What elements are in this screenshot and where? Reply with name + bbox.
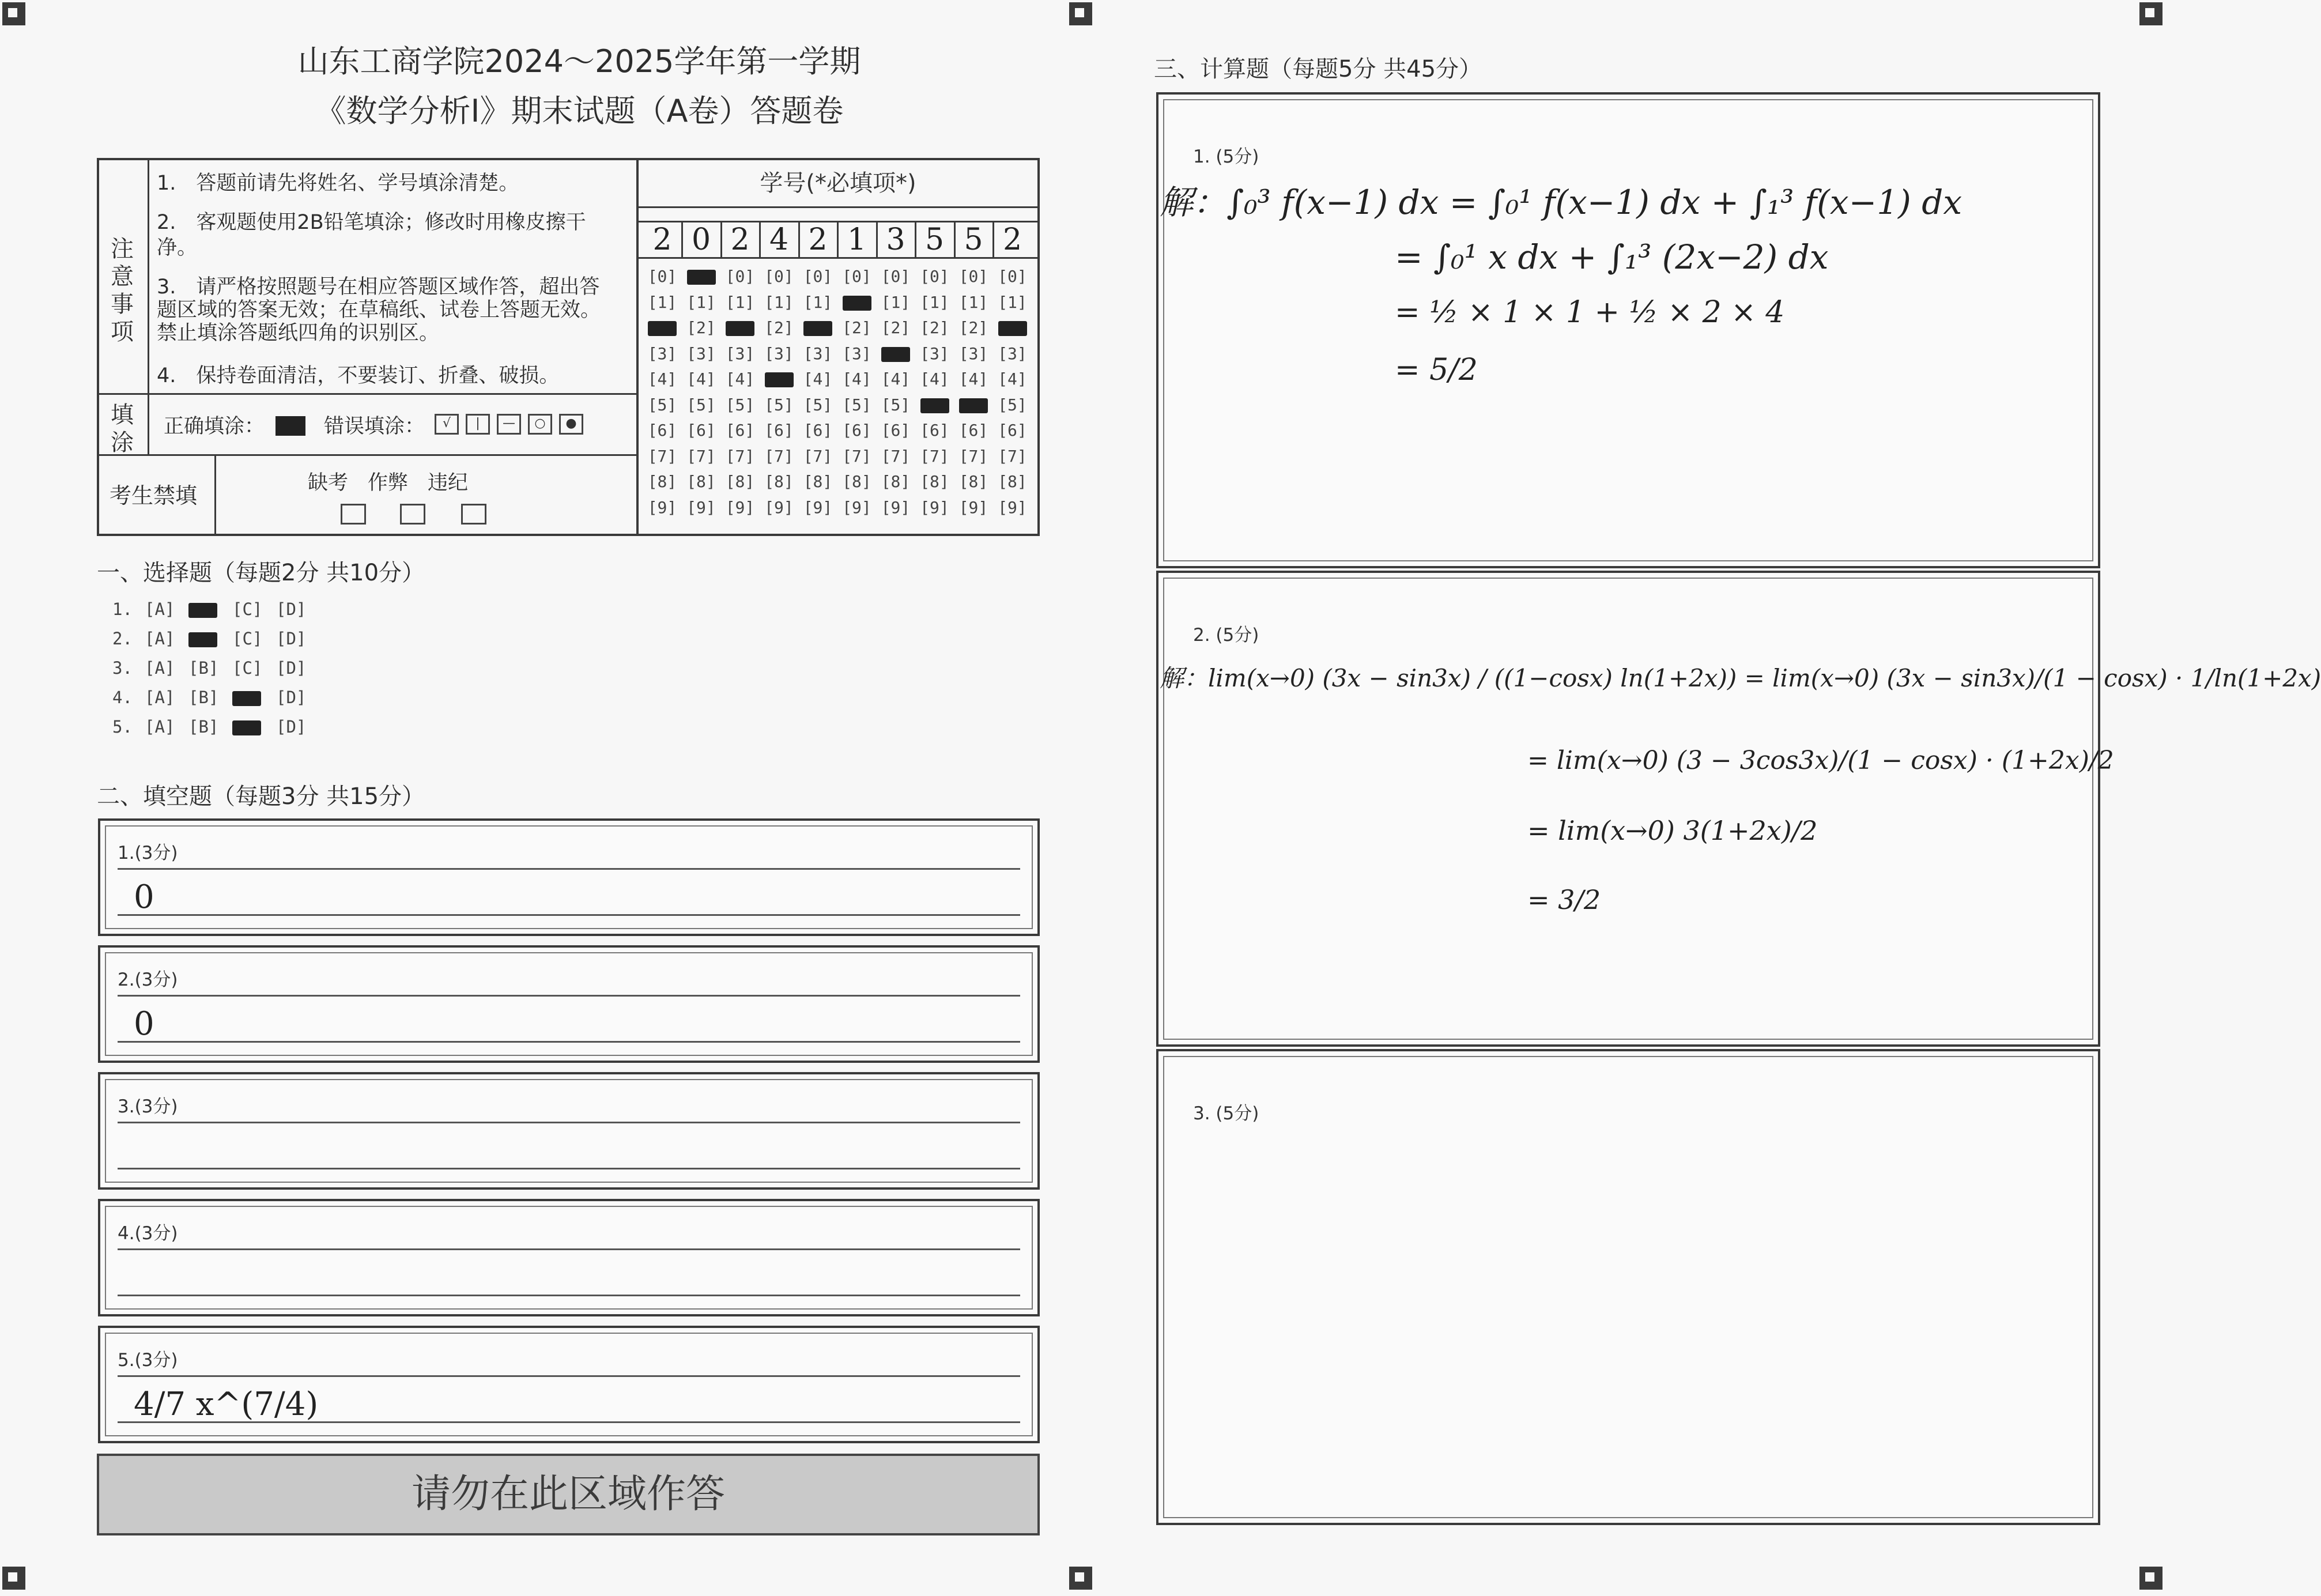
mcq-number: 3.	[112, 658, 133, 678]
wrong-mark-bar: |	[466, 414, 490, 435]
id-bubble-c2-r8[interactable]: [8]	[725, 472, 755, 491]
wrong-mark-dash: —	[497, 414, 521, 435]
id-bubble-c8-r7[interactable]: [7]	[958, 446, 988, 466]
id-bubble-c7-r5[interactable]	[916, 393, 954, 418]
prohibit-label: 考生禁填	[110, 483, 198, 508]
mcq-option[interactable]	[232, 717, 276, 737]
id-bubble-c5-r1[interactable]	[838, 290, 876, 315]
id-bubble-c0-r9[interactable]: [9]	[647, 497, 677, 517]
id-bubble-c2-r3[interactable]: [3]	[725, 344, 755, 363]
no-answer-zone: 请勿在此区域作答	[97, 1454, 1040, 1535]
student-id-digit-4: 2	[799, 222, 839, 257]
id-bubble-c7-r7[interactable]: [7]	[920, 446, 949, 466]
wrong-fill-label: 错误填涂：	[324, 415, 425, 438]
id-bubble-c1-r7[interactable]: [7]	[686, 446, 716, 466]
fill-box-4[interactable]	[98, 1199, 1040, 1316]
fill-label: 4.(3分)	[118, 1223, 178, 1244]
id-bubble-c8-r4[interactable]: [4]	[958, 369, 988, 388]
id-bubble-c9-r7[interactable]: [7]	[998, 446, 1027, 466]
id-bubble-c2-r1[interactable]: [1]	[725, 292, 755, 312]
id-bubble-c5-r0[interactable]: [0]	[842, 267, 871, 286]
id-bubble-c4-r1[interactable]: [1]	[803, 292, 833, 312]
id-bubble-c3-r0[interactable]: [0]	[764, 267, 794, 286]
mcq-row-4	[112, 688, 320, 707]
mcq-option[interactable]: [D]	[276, 688, 307, 707]
mcq-option[interactable]: [A]	[145, 717, 175, 737]
corner-mark-tl	[2, 2, 25, 25]
fill-answer: 0	[134, 878, 154, 916]
id-bubble-c1-r4[interactable]: [4]	[686, 369, 716, 388]
calc-1-line-3: = ½ × 1 × 1 + ½ × 2 × 4	[1395, 295, 1785, 330]
id-bubble-c3-r1[interactable]: [1]	[764, 292, 794, 312]
note-4: 4. 保持卷面清洁，不要装订、折叠、破损。	[157, 364, 560, 387]
id-bubble-c8-r1[interactable]: [1]	[958, 292, 988, 312]
mcq-option[interactable]: [A]	[145, 688, 175, 707]
id-bubble-c4-r4[interactable]: [4]	[803, 369, 833, 388]
note-2: 2. 客观题使用2B铅笔填涂；修改时用橡皮擦干净。	[157, 211, 586, 259]
id-bubble-c9-r6[interactable]: [6]	[998, 421, 1027, 440]
mcq-option[interactable]	[188, 629, 232, 648]
mcq-option[interactable]: [D]	[276, 717, 307, 737]
id-bubble-c5-r4[interactable]: [4]	[842, 369, 871, 388]
mcq-number: 1.	[112, 599, 133, 619]
mcq-option[interactable]	[188, 599, 232, 619]
id-bubble-c0-r4[interactable]: [4]	[647, 369, 677, 388]
student-id-digit-2: 2	[721, 222, 761, 257]
prohibit-absent-label: 缺考	[308, 471, 349, 495]
fill-box-1[interactable]	[98, 818, 1040, 936]
id-bubble-c5-r6[interactable]: [6]	[842, 421, 871, 440]
cheat-checkbox	[400, 504, 425, 525]
page-title: 山东工商学院2024～2025学年第一学期	[297, 43, 861, 80]
filled-bubble	[687, 270, 716, 285]
id-bubble-c0-r3[interactable]: [3]	[647, 344, 677, 363]
fill-answer: 4/7 x^(7/4)	[134, 1386, 319, 1423]
filled-bubble	[920, 398, 949, 413]
id-bubble-c6-r7[interactable]: [7]	[881, 446, 911, 466]
student-id-digit-1: 0	[682, 222, 722, 257]
student-id-digit-6: 3	[877, 222, 916, 257]
id-bubble-c1-r1[interactable]: [1]	[686, 292, 716, 312]
id-bubble-c9-r5[interactable]: [5]	[998, 395, 1027, 414]
id-bubble-c3-r8[interactable]: [8]	[764, 472, 794, 491]
mcq-option[interactable]: [C]	[232, 629, 263, 648]
id-bubble-c0-r8[interactable]: [8]	[647, 472, 677, 491]
id-bubble-c7-r4[interactable]: [4]	[920, 369, 949, 388]
id-bubble-c4-r9[interactable]: [9]	[803, 497, 833, 517]
wrong-mark-dot: ●	[559, 414, 583, 435]
id-bubble-c0-r0[interactable]: [0]	[647, 267, 677, 286]
mcq-option[interactable]: [A]	[145, 599, 175, 619]
id-bubble-c6-r6[interactable]: [6]	[881, 421, 911, 440]
id-bubble-c1-r0[interactable]	[682, 264, 720, 289]
id-bubble-c3-r2[interactable]: [2]	[764, 318, 794, 337]
filled-bubble	[843, 296, 871, 311]
id-bubble-c5-r7[interactable]: [7]	[842, 446, 871, 466]
calc-box-1[interactable]	[1156, 92, 2100, 568]
note-3: 3. 请严格按照题号在相应答题区域作答，超出答题区域的答案无效；在草稿纸、试卷上答题无效。禁止填涂答题纸四角的识别区。	[157, 276, 601, 345]
id-bubble-c9-r2[interactable]	[994, 315, 1032, 341]
id-bubble-c0-r1[interactable]: [1]	[647, 292, 677, 312]
section3-title: 三、计算题（每题5分 共45分）	[1154, 56, 1482, 82]
calc-2-line-2: = lim(x→0) (3 − 3cos3x)/(1 − cosx) · (1+2x)/2	[1527, 746, 2114, 775]
student-id-digit-3: 4	[760, 222, 800, 257]
id-bubble-c8-r8[interactable]: [8]	[958, 472, 988, 491]
id-bubble-c2-r7[interactable]: [7]	[725, 446, 755, 466]
fill-label: 2.(3分)	[118, 969, 178, 990]
id-bubble-c3-r4[interactable]	[760, 367, 798, 392]
mcq-number: 5.	[112, 717, 133, 737]
id-bubble-c5-r2[interactable]: [2]	[842, 318, 871, 337]
id-bubble-c2-r9[interactable]: [9]	[725, 497, 755, 517]
id-bubble-c9-r9[interactable]: [9]	[998, 497, 1027, 517]
notes-label: 注意事项	[111, 236, 134, 345]
mcq-option[interactable]: [C]	[232, 599, 263, 619]
id-bubble-c7-r6[interactable]: [6]	[920, 421, 949, 440]
correct-fill-sample	[275, 416, 305, 436]
id-bubble-c6-r1[interactable]: [1]	[881, 292, 911, 312]
id-bubble-c6-r0[interactable]: [0]	[881, 267, 911, 286]
id-bubble-c4-r3[interactable]: [3]	[803, 344, 833, 363]
id-bubble-c9-r0[interactable]: [0]	[998, 267, 1027, 286]
section1-title: 一、选择题（每题2分 共10分）	[97, 560, 425, 586]
student-id-digit-7: 5	[916, 222, 956, 257]
filled-bubble	[232, 720, 261, 735]
id-bubble-c5-r8[interactable]: [8]	[842, 472, 871, 491]
filled-bubble	[232, 691, 261, 706]
fill-label: 5.(3分)	[118, 1350, 178, 1371]
calc-1-line-1: 解：∫₀³ f(x−1) dx = ∫₀¹ f(x−1) dx + ∫₁³ f(x−1) dx	[1160, 183, 1963, 222]
student-id-digit-5: 1	[838, 222, 878, 257]
correct-fill-label: 正确填涂：	[164, 415, 265, 438]
id-bubble-c6-r9[interactable]: [9]	[881, 497, 911, 517]
id-bubble-c4-r0[interactable]: [0]	[803, 267, 833, 286]
prohibit-violation-label: 违纪	[428, 471, 469, 495]
mcq-option[interactable]: [B]	[188, 717, 219, 737]
fill-answer: 0	[134, 1005, 154, 1043]
mcq-number: 4.	[112, 688, 133, 707]
violation-checkbox	[461, 504, 486, 525]
filled-bubble	[726, 321, 754, 336]
id-bubble-c4-r7[interactable]: [7]	[803, 446, 833, 466]
calc-box-2[interactable]	[1156, 571, 2321, 1047]
mcq-option[interactable]: [C]	[232, 658, 263, 678]
id-bubble-c5-r3[interactable]: [3]	[842, 344, 871, 363]
filled-bubble	[188, 632, 217, 647]
mcq-option[interactable]	[232, 688, 276, 707]
filled-bubble	[998, 321, 1027, 336]
corner-mark-bl	[2, 1567, 25, 1590]
id-bubble-c6-r8[interactable]: [8]	[881, 472, 911, 491]
student-id-digit-0: 2	[643, 222, 683, 257]
id-bubble-c7-r1[interactable]: [1]	[920, 292, 949, 312]
mcq-option[interactable]: [A]	[145, 658, 175, 678]
id-bubble-c8-r2[interactable]: [2]	[958, 318, 988, 337]
absent-checkbox	[341, 504, 366, 525]
mcq-option[interactable]: [A]	[145, 629, 175, 648]
id-bubble-c9-r8[interactable]: [8]	[998, 472, 1027, 491]
id-bubble-c1-r9[interactable]: [9]	[686, 497, 716, 517]
id-bubble-c9-r3[interactable]: [3]	[998, 344, 1027, 363]
id-bubble-c2-r2[interactable]	[721, 315, 759, 341]
fill-label: 3.(3分)	[118, 1096, 178, 1117]
id-bubble-c7-r3[interactable]: [3]	[920, 344, 949, 363]
calc-3-label: 3. (5分)	[1193, 1103, 1259, 1124]
corner-mark-tr	[2139, 2, 2163, 25]
student-id-label: 学号(*必填项*)	[760, 170, 916, 197]
id-bubble-c4-r5[interactable]: [5]	[803, 395, 833, 414]
id-bubble-c9-r1[interactable]: [1]	[998, 292, 1027, 312]
wrong-mark-circle: ○	[528, 414, 552, 435]
calc-2-line-3: = lim(x→0) 3(1+2x)/2	[1527, 815, 1818, 846]
fill-box-5[interactable]	[98, 1326, 1040, 1443]
calc-2-line-4: = 3/2	[1527, 884, 1601, 915]
id-bubble-c3-r6[interactable]: [6]	[764, 421, 794, 440]
id-bubble-c3-r7[interactable]: [7]	[764, 446, 794, 466]
id-bubble-c4-r8[interactable]: [8]	[803, 472, 833, 491]
id-bubble-c5-r9[interactable]: [9]	[842, 497, 871, 517]
id-bubble-c2-r5[interactable]: [5]	[725, 395, 755, 414]
fill-label: 1.(3分)	[118, 843, 178, 863]
id-bubble-c3-r5[interactable]: [5]	[764, 395, 794, 414]
id-bubble-c1-r5[interactable]: [5]	[686, 395, 716, 414]
id-bubble-c7-r8[interactable]: [8]	[920, 472, 949, 491]
fill-label: 填涂	[111, 402, 134, 456]
id-bubble-c3-r9[interactable]: [9]	[764, 497, 794, 517]
student-id-digit-9: 2	[1002, 222, 1022, 257]
mcq-option[interactable]: [D]	[276, 658, 307, 678]
filled-bubble	[648, 321, 677, 336]
wrong-mark-check: √	[435, 414, 459, 435]
filled-bubble	[803, 321, 832, 336]
student-id-digit-8: 5	[954, 222, 994, 257]
id-bubble-c8-r3[interactable]: [3]	[958, 344, 988, 363]
id-bubble-c2-r4[interactable]: [4]	[725, 369, 755, 388]
calc-1-label: 1. (5分)	[1193, 146, 1259, 167]
calc-2-label: 2. (5分)	[1193, 625, 1259, 646]
wrong-fill-samples	[431, 414, 587, 435]
id-bubble-c9-r4[interactable]: [4]	[998, 369, 1027, 388]
filled-bubble	[188, 603, 217, 618]
id-bubble-c8-r5[interactable]	[954, 393, 992, 418]
id-bubble-c2-r0[interactable]: [0]	[725, 267, 755, 286]
id-bubble-c6-r3[interactable]	[877, 341, 915, 367]
id-bubble-c6-r5[interactable]: [5]	[881, 395, 911, 414]
fill-box-3[interactable]	[98, 1072, 1040, 1190]
id-bubble-c0-r2[interactable]	[643, 315, 681, 341]
mcq-row-1	[112, 599, 320, 619]
id-bubble-c8-r9[interactable]: [9]	[958, 497, 988, 517]
id-bubble-c7-r2[interactable]: [2]	[920, 318, 949, 337]
id-bubble-c7-r0[interactable]: [0]	[920, 267, 949, 286]
calc-1-line-4: = 5/2	[1395, 353, 1478, 387]
corner-mark-tc	[1069, 2, 1092, 25]
id-bubble-c0-r7[interactable]: [7]	[647, 446, 677, 466]
mcq-option[interactable]: [B]	[188, 658, 219, 678]
note-1: 1. 答题前请先将姓名、学号填涂清楚。	[157, 172, 519, 195]
info-table	[97, 158, 1040, 536]
filled-bubble	[881, 347, 910, 362]
filled-bubble	[765, 372, 794, 387]
corner-mark-bc	[1069, 1567, 1092, 1590]
id-bubble-c1-r2[interactable]: [2]	[686, 318, 716, 337]
id-bubble-c4-r2[interactable]	[799, 315, 837, 341]
mcq-option[interactable]: [D]	[276, 629, 307, 648]
filled-bubble	[959, 398, 988, 413]
mcq-row-5	[112, 717, 320, 737]
id-bubble-c8-r6[interactable]: [6]	[958, 421, 988, 440]
mcq-row-2	[112, 629, 320, 648]
prohibit-cheat-label: 作弊	[368, 471, 409, 495]
id-bubble-c7-r9[interactable]: [9]	[920, 497, 949, 517]
id-bubble-c6-r4[interactable]: [4]	[881, 369, 911, 388]
id-bubble-c1-r8[interactable]: [8]	[686, 472, 716, 491]
fill-box-2[interactable]	[98, 945, 1040, 1063]
page-subtitle: 《数学分析Ⅰ》期末试题（A卷）答题卷	[315, 93, 844, 129]
id-bubble-c4-r6[interactable]: [6]	[803, 421, 833, 440]
id-bubble-c5-r5[interactable]: [5]	[842, 395, 871, 414]
id-bubble-c0-r5[interactable]: [5]	[647, 395, 677, 414]
id-bubble-c1-r3[interactable]: [3]	[686, 344, 716, 363]
mcq-option[interactable]: [B]	[188, 688, 219, 707]
calc-2-line-1: 解：lim(x→0) (3x − sin3x) / ((1−cosx) ln(1+2x)) = lim(x→0) (3x − sin3x)/(1 − cosx) · 1/ln(1+2x)	[1160, 664, 2321, 692]
section2-title: 二、填空题（每题3分 共15分）	[97, 783, 425, 810]
mcq-number: 2.	[112, 629, 133, 648]
id-bubble-c6-r2[interactable]: [2]	[881, 318, 911, 337]
id-bubble-c2-r6[interactable]: [6]	[725, 421, 755, 440]
corner-mark-br	[2139, 1567, 2163, 1590]
mcq-row-3	[112, 658, 320, 678]
id-bubble-c1-r6[interactable]: [6]	[686, 421, 716, 440]
id-bubble-c8-r0[interactable]: [0]	[958, 267, 988, 286]
id-bubble-c3-r3[interactable]: [3]	[764, 344, 794, 363]
calc-1-line-2: = ∫₀¹ x dx + ∫₁³ (2x−2) dx	[1395, 237, 1829, 277]
mcq-option[interactable]: [D]	[276, 599, 307, 619]
id-bubble-c0-r6[interactable]: [6]	[647, 421, 677, 440]
calc-box-3[interactable]	[1156, 1049, 2100, 1525]
